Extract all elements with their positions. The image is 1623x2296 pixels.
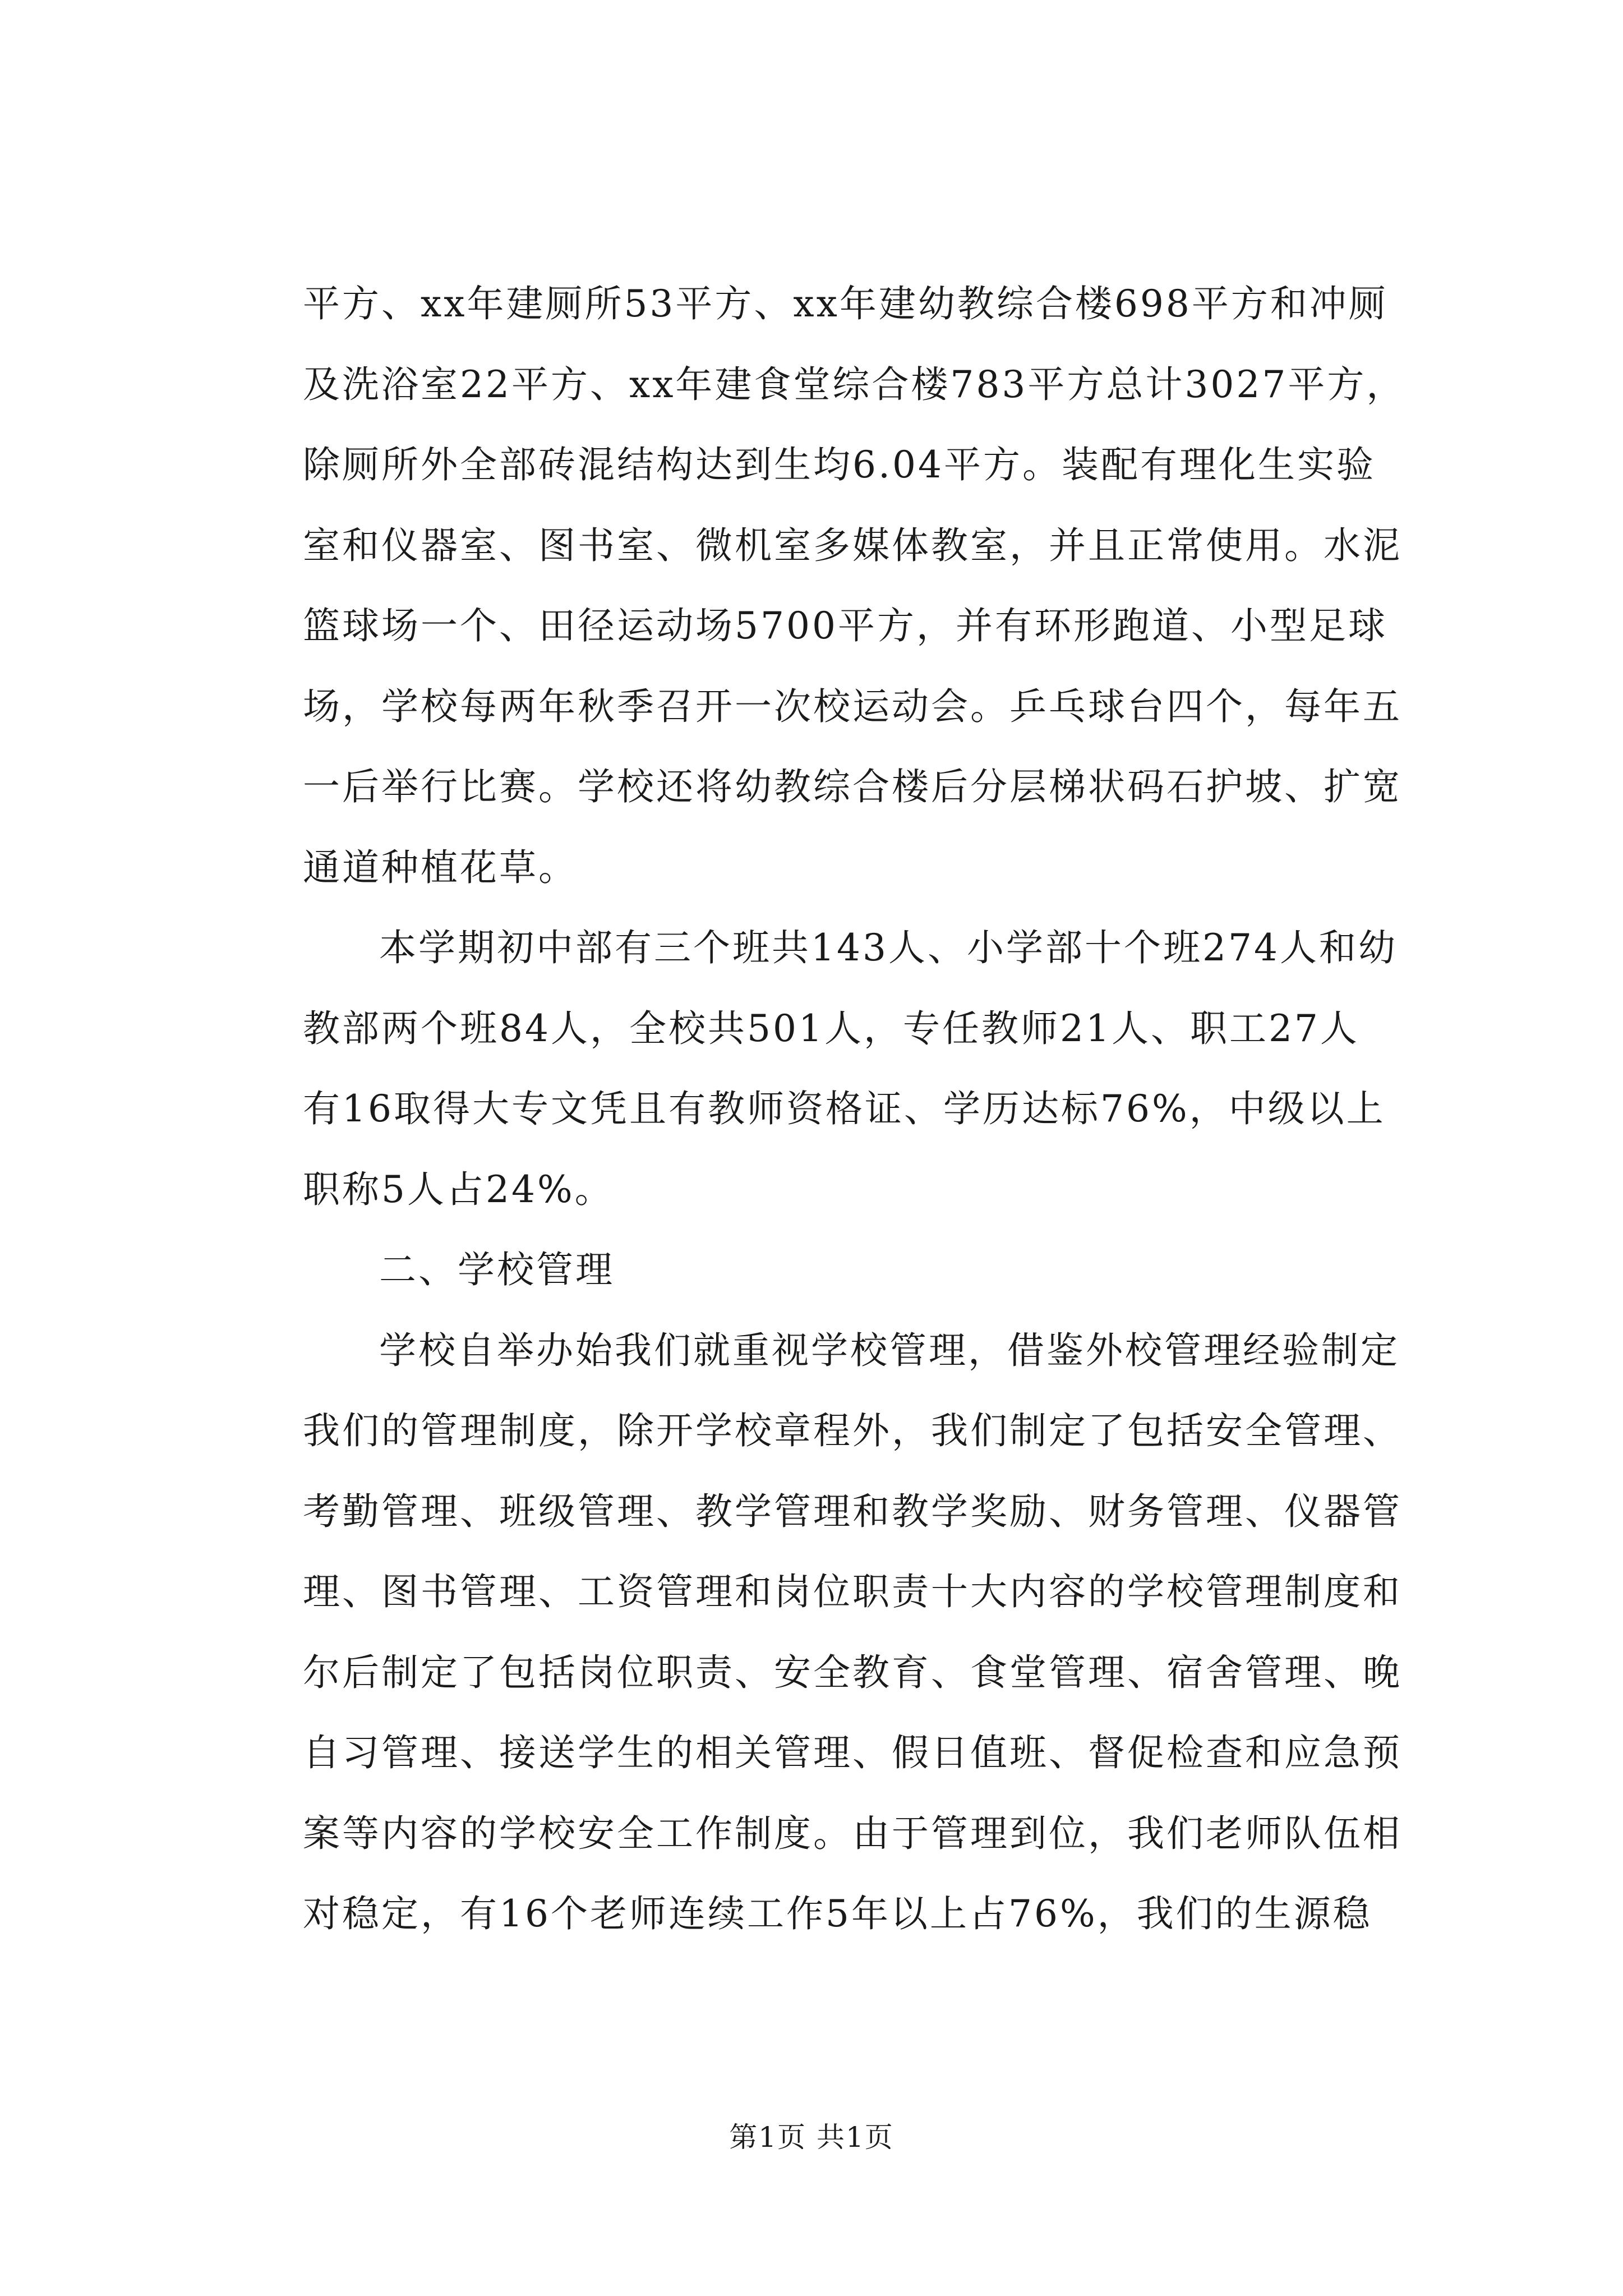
text-line: 通道种植花草。 [303,845,578,889]
paragraph-start-line: 本学期初中部有三个班共143人、小学部十个班274人和幼 [379,926,1398,969]
text-line: 篮球场一个、田径运动场5700平方，并有环形跑道、小型足球 [303,604,1387,647]
text-line: 案等内容的学校安全工作制度。由于管理到位，我们老师队伍相 [303,1811,1402,1855]
text-line: 尔后制定了包括岗位职责、安全教育、食堂管理、宿舍管理、晚 [303,1650,1402,1694]
text-line: 一后举行比赛。学校还将幼教综合楼后分层梯状码石护坡、扩宽 [303,765,1402,808]
text-line: 室和仪器室、图书室、微机室多媒体教室，并且正常使用。水泥 [303,523,1402,567]
paragraph-start-line: 学校自举办始我们就重视学校管理，借鉴外校管理经验制定 [379,1328,1400,1372]
text-line: 考勤管理、班级管理、教学管理和教学奖励、财务管理、仪器管 [303,1489,1402,1533]
text-line: 对稳定，有16个老师连续工作5年以上占76%，我们的生源稳 [303,1892,1372,1935]
document-body [303,264,1419,1954]
text-line: 及洗浴室22平方、xx年建食堂综合楼783平方总计3027平方， [303,362,1406,406]
text-line: 自习管理、接送学生的相关管理、假日值班、督促检查和应急预 [303,1731,1402,1774]
text-line: 理、图书管理、工资管理和岗位职责十大内容的学校管理制度和 [303,1570,1402,1613]
section-heading: 二、学校管理 [379,1248,615,1291]
text-line: 平方、xx年建厕所53平方、xx年建幼教综合楼698平方和冲厕 [303,282,1388,325]
text-line: 教部两个班84人，全校共501人，专任教师21人、职工27人 [303,1006,1359,1050]
text-line: 有16取得大专文凭且有教师资格证、学历达标76%，中级以上 [303,1087,1386,1130]
text-line: 除厕所外全部砖混结构达到生均6.04平方。装配有理化生实验 [303,443,1376,486]
text-line: 我们的管理制度，除开学校章程外，我们制定了包括安全管理、 [303,1409,1402,1452]
text-line: 职称5人占24%。 [303,1167,614,1211]
page-footer: 第1页 共1页 [729,2121,894,2154]
text-line: 场，学校每两年秋季召开一次校运动会。乒乓球台四个，每年五 [303,684,1402,728]
